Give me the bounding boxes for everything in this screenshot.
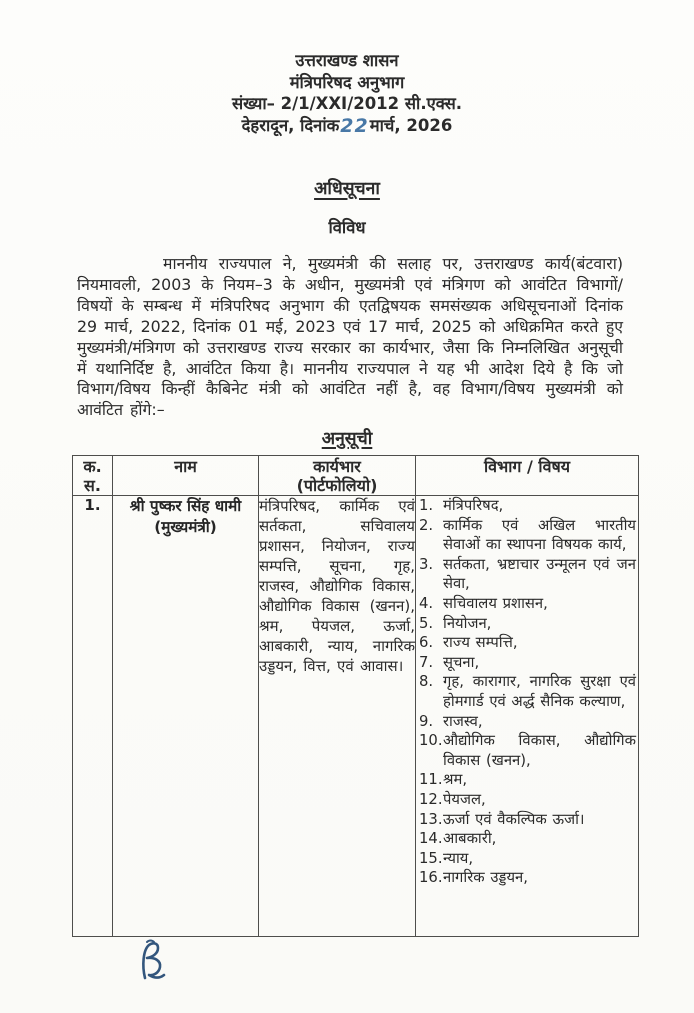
org-name: उत्तराखण्ड शासन (295, 51, 399, 70)
header-name: नाम (113, 456, 259, 496)
department-item: 2. कार्मिक एवं अखिल भारतीय सेवाओं का स्थापना विषयक कार्य, (419, 516, 636, 554)
handwritten-initial-mark (133, 938, 177, 992)
cell-portfolio: मंत्रिपरिषद, कार्मिक एवं सर्तकता, सचिवालय प्रशासन, नियोजन, राज्य सम्पत्ति, सूचना, गृह, राजस्व, औद्योगिक विकास, औद्योगिक विकास (खनन), श्रम, पेयजल, ऊर्जा, आबकारी, न्याय, नागरिक उड्डयन, वित्त, एवं आवास। (259, 496, 416, 937)
minister-designation: (मुख्यमंत्री) (154, 518, 217, 536)
department-item: 14. आबकारी, (419, 830, 497, 848)
cell-minister-name (113, 496, 259, 937)
department-item: 7. सूचना, (419, 653, 480, 671)
department-item: 12. पेयजल, (419, 790, 486, 808)
reference-number: संख्या– 2/1/XXI/2012 सी.एक्स. (231, 94, 463, 113)
department-item: 9. राजस्व, (419, 712, 483, 730)
header-departments: विभाग / विषय (416, 456, 639, 496)
header-portfolio: कार्यभार (पोर्टफोलियो) (259, 456, 416, 496)
department-item: 13. ऊर्जा एवं वैकल्पिक ऊर्जा। (419, 810, 585, 828)
letterhead (0, 50, 694, 136)
handwritten-day: 22 (340, 114, 369, 137)
header-serial: क. स. (73, 456, 113, 496)
department-item: 6. राज्य सम्पत्ति, (419, 634, 518, 652)
department-item: 8. गृह, कारागार, नागरिक सुरक्षा एवं होमगार्ड एवं अर्द्ध सैनिक कल्याण, (419, 673, 636, 710)
department-item: 3. सर्तकता, भ्रष्टाचार उन्मूलन एवं जन सेवा, (419, 555, 636, 593)
department-item: 5. नियोजन, (419, 614, 492, 632)
department-item: 10. औद्योगिक विकास, औद्योगिक विकास (खनन), (419, 732, 636, 769)
minister-name: श्री पुष्कर सिंह धामी (129, 497, 242, 515)
schedule-table (72, 455, 639, 937)
cell-departments (416, 496, 639, 937)
table-row (73, 496, 639, 937)
cell-serial: 1. (73, 496, 113, 937)
place-date-suffix: मार्च, 2026 (369, 115, 453, 135)
table-header-row (73, 456, 639, 496)
notification-title: अधिसूचना (314, 179, 380, 199)
department-item: 11. श्रम, (419, 771, 468, 789)
department-item: 16. नागरिक उड्डयन, (419, 869, 528, 887)
notification-category: विविध (328, 218, 366, 237)
section-name: मंत्रिपरिषद अनुभाग (289, 72, 405, 92)
department-list (416, 496, 638, 888)
department-item: 1. मंत्रिपरिषद, (419, 497, 504, 514)
department-item: 4. सचिवालय प्रशासन, (419, 594, 548, 612)
schedule-title: अनुसूची (321, 429, 373, 449)
notification-body: माननीय राज्यपाल ने, मुख्यमंत्री की सलाह पर, उत्तराखण्ड कार्य(बंटवारा) नियमावली, 2003 के नियम–3 के अधीन, मुख्यमंत्री एवं मंत्रिगण को आवंटित विभागों/विषयों के सम्बन्ध में मंत्रिपरिषद अनुभाग की एतद्विषयक समसंख्यक अधिसूचनाओं दिनांक 29 मार्च, 2022, दिनांक 01 मई, 2023 एवं 17 मार्च, 2025 को अधिक्रमित करते हुए मुख्यमंत्री/मंत्रिगण को उत्तराखण्ड राज्य सरकार का कार्यभार, जैसा कि निम्नलिखित अनुसूची में यथानिर्दिष्ट है, आवंटित किया है। माननीय राज्यपाल ने यह भी आदेश दिये है कि जो विभाग/विषय किन्हीं कैबिनेट मंत्री को आवंटित नहीं है, वह विभाग/विषय मुख्यमंत्री को आवंटित होंगे:– (77, 254, 623, 420)
place-date-line (0, 115, 694, 137)
place-date-prefix: देहरादून, दिनांक (241, 115, 340, 135)
department-item: 15. न्याय, (419, 849, 474, 867)
